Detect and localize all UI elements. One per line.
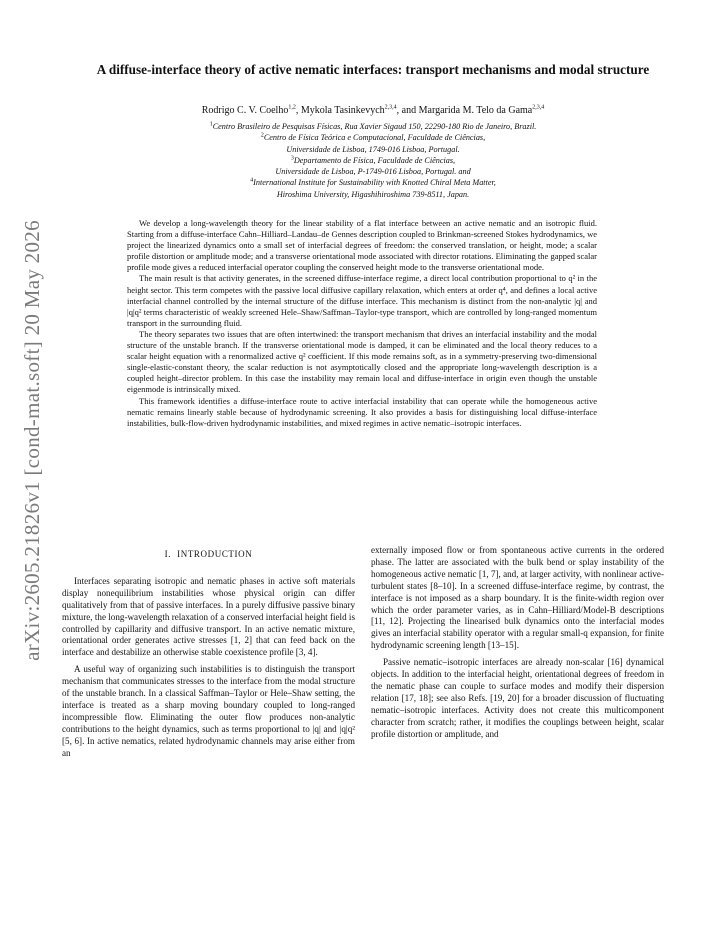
- affiliation-text: Hiroshima University, Higashihiroshima 739-8511, Japan.: [276, 189, 470, 199]
- affiliation-text: Universidade de Lisboa, P-1749-016 Lisboa, Portugal. and: [275, 167, 471, 177]
- affiliation-list: [80, 121, 666, 200]
- author-affiliation-marker: 1,2: [288, 104, 296, 111]
- right-column: [371, 545, 664, 741]
- author-name: Margarida M. Telo da Gama: [418, 105, 533, 116]
- affiliation-line: [80, 144, 666, 155]
- body-paragraph: Interfaces separating isotropic and nematic phases in active soft materials display nonequilibrium instabilities whose physical origin can differ qualitatively from that of passive interfaces. In a purely diffusive passive binary mixture, the long-wavelength relaxation of a conserved interfacial height field is controlled by capillarity and diffusive transport. In an active nematic mixture, orientational order generates active stresses [1, 2] that can feed back on the interface and destabilize an otherwise stable coexistence profile [3, 4].: [62, 575, 355, 658]
- abstract: [127, 218, 597, 429]
- author-affiliation-marker: 2,3,4: [532, 104, 545, 111]
- author-name: Mykola Tasinkevych: [300, 105, 385, 116]
- arxiv-identifier-stamp[interactable]: [8, 205, 56, 675]
- affiliation-text: International Institute for Sustainability with Knotted Chiral Meta Matter,: [253, 178, 496, 188]
- affiliation-text: Departamento de Física, Faculdade de Ciências,: [293, 155, 456, 165]
- paper-title: A diffuse-interface theory of active nematic interfaces: transport mechanisms and modal structure: [96, 62, 650, 77]
- affiliation-text: Universidade de Lisboa, 1749-016 Lisboa, Portugal.: [286, 144, 460, 154]
- author-separator: , and: [396, 105, 419, 116]
- affiliation-number: 3: [290, 155, 294, 162]
- body-paragraph: externally imposed flow or from spontaneous active currents in the ordered phase. The latter are associated with the bulk bend or splay instability of the homogeneous active nematic [1, 7], and, at larger activity, with nonlinear active-turbulent states [8–10]. In a screened diffuse-interface regime, by contrast, the interface is not imposed as a sharp boundary. It is the finite-width region over which the order parameter varies, as in Cahn–Hilliard/Model-B descriptions [11, 12]. Projecting the linearised bulk dynamics onto the interfacial modes gives an interfacial stability operator with a regular small-q expansion, for finite hydrodynamic screening length [13–15].: [371, 545, 664, 651]
- section-heading: [62, 549, 355, 561]
- body-paragraph: Passive nematic–isotropic interfaces are already non-scalar [16] dynamical objects. In addition to the interfacial height, orientational degrees of freedom in the nematic phase can couple to surface modes and modify their dispersion relation [17, 18]; see also Refs. [19, 20] for a broader discussion of fluctuating nematic–isotropic interfaces. Activity does not create this multicomponent character from scratch; rather, it modifies the couplings between height, scalar profile distortion or amplitude, and: [371, 657, 664, 739]
- abstract-paragraph: The main result is that activity generates, in the screened diffuse-interface regime, a direct local contribution proportional to q² in the height sector. This term competes with the passive local diffusive capillary relaxation, which enters at order q⁴, and defines a local active interfacial channel controlled by the internal structure of the diffuse interface. This mechanism is distinct from the non-analytic |q| and |q|q² terms characteristic of weakly screened Hele–Shaw/Saffman–Taylor-type transport, which are controlled by long-ranged momentum transport in the surrounding fluid.: [127, 273, 597, 328]
- author-separator: ,: [295, 105, 301, 116]
- author-list: [80, 105, 666, 117]
- affiliation-line: [80, 155, 666, 166]
- affiliation-text: Centro Brasileiro de Pesquisas Físicas, Rua Xavier Sigaud 150, 22290-180 Rio de Janeiro, Brazil.: [212, 122, 537, 131]
- section-number: I.: [164, 549, 172, 559]
- affiliation-line: [80, 189, 666, 200]
- section-title: INTRODUCTION: [177, 549, 253, 559]
- affiliation-line: [80, 166, 666, 177]
- affiliation-line: [80, 121, 666, 132]
- affiliation-number: 2: [260, 132, 264, 139]
- affiliation-line: [80, 177, 666, 188]
- left-column: [62, 545, 355, 760]
- abstract-paragraph: The theory separates two issues that are often intertwined: the transport mechanism that drives an interfacial instability and the modal structure of the unstable branch. If the transverse orientational mode is damped, it can be eliminated and the local theory reduces to a scalar height equation with a renormalized active q² coefficient. If this mode remains soft, as in a symmetry-preserving two-dimensional single-elastic-constant theory, the scalar reduction is not asymptotically closed and the appropriate long-wavelength description is a coupled height–director problem. In this case the instability may remain local and diffuse-interface in origin even though the unstable eigenmode is intrinsically mixed.: [127, 328, 597, 395]
- abstract-paragraph: This framework identifies a diffuse-interface route to active interfacial instability that can operate while the homogeneous active nematic remains linearly stable because of hydrodynamic screening. It also provides a basis for distinguishing local diffuse-interface instabilities, bulk-flow-driven hydrodynamic instabilities, and mixed regimes in active nematic–isotropic interfaces.: [127, 395, 597, 428]
- affiliation-number: 1: [209, 121, 213, 128]
- body-paragraph: A useful way of organizing such instabilities is to distinguish the transport mechanism that communicates stresses to the interface from the modal structure of the unstable branch. In a classical Saffman–Taylor or Hele–Shaw setting, the interface is treated as a sharp moving boundary coupled to long-ranged incompressible flow. Eliminating the outer flow produces non-analytic contributions to the height dynamics, such as terms proportional to |q| and |q|q² [5, 6]. In active nematics, related hydrodynamic channels may arise either from an: [62, 664, 355, 758]
- affiliation-number: 4: [250, 177, 254, 184]
- affiliation-line: [80, 132, 666, 143]
- author-affiliation-marker: 2,3,4: [384, 104, 397, 111]
- abstract-paragraph: We develop a long-wavelength theory for the linear stability of a flat interface between an active nematic and an isotropic fluid. Starting from a diffuse-interface Cahn–Hilliard–Landau–de Gennes description coupled to Brinkman-screened Stokes hydrodynamics, we project the linearized dynamics onto a small set of interfacial degrees of freedom: the conserved translation, or height, mode; a scalar profile distortion or amplitude mode; and a transverse orientational mode associated with director rotations. Eliminating the gapped scalar profile mode gives a reduced interfacial operator coupling the conserved height mode to the transverse orientational mode.: [127, 218, 597, 273]
- author-name: Rodrigo C. V. Coelho: [201, 105, 289, 116]
- arxiv-identifier-text: arXiv:2605.21826v1 [cond-mat.soft] 20 May 2026: [19, 219, 44, 661]
- affiliation-text: Centro de Física Teórica e Computacional, Faculdade de Ciências,: [263, 133, 486, 143]
